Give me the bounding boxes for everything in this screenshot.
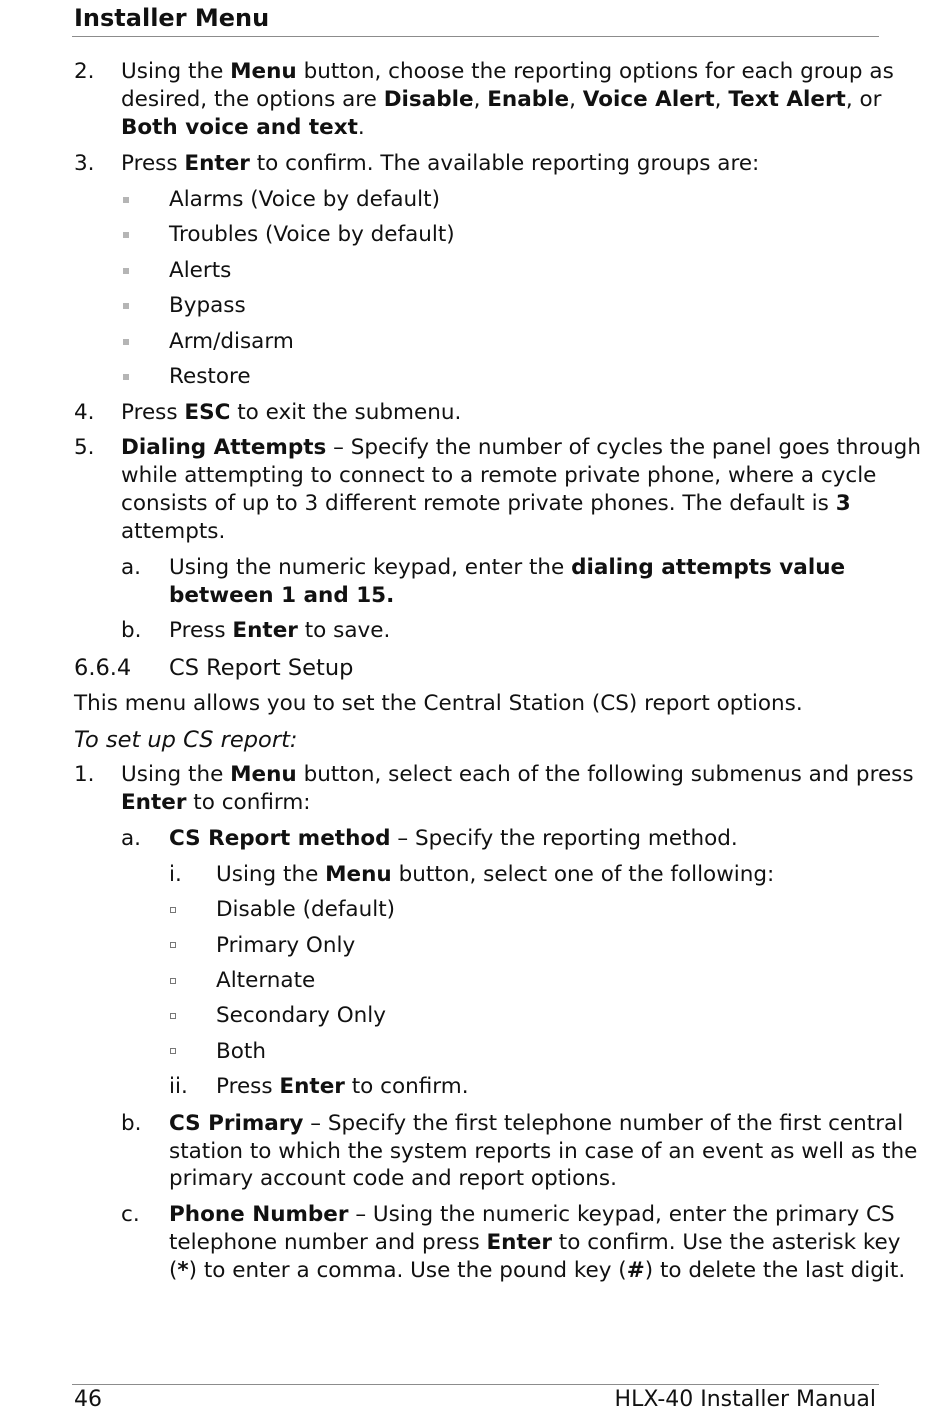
step-5a-letter: a. xyxy=(121,555,142,580)
header-divider xyxy=(72,36,879,37)
cs-a-text: CS Report method – Specify the reporting method. xyxy=(169,826,738,851)
step-2-line-2: desired, the options are Disable, Enable, Voice Alert, Text Alert, or xyxy=(121,87,882,112)
section-title: CS Report Setup xyxy=(169,655,354,681)
page-header-title: Installer Menu xyxy=(74,4,270,32)
step-5a-line-2: between 1 and 15. xyxy=(169,583,395,608)
report-method-option: Both xyxy=(216,1039,266,1064)
report-method-option: Secondary Only xyxy=(216,1003,386,1028)
step-2-line-1: Using the Menu button, choose the reporting options for each group as xyxy=(121,59,894,84)
square-bullet-icon xyxy=(123,268,129,274)
open-square-bullet-icon xyxy=(170,942,176,948)
procedure-title: To set up CS report: xyxy=(74,727,298,753)
open-square-bullet-icon xyxy=(170,978,176,984)
cs-c-line-2: telephone number and press Enter to confirm. Use the asterisk key xyxy=(169,1230,901,1255)
step-3-number: 3. xyxy=(74,151,95,176)
footer-divider xyxy=(72,1384,879,1385)
step-4-text: Press ESC to exit the submenu. xyxy=(121,400,462,425)
section-intro: This menu allows you to set the Central Station (CS) report options. xyxy=(74,691,803,716)
report-method-option: Alternate xyxy=(216,968,316,993)
step-4-number: 4. xyxy=(74,400,95,425)
cs-step-1-number: 1. xyxy=(74,762,95,787)
section-number: 6.6.4 xyxy=(74,655,132,681)
report-method-option: Disable (default) xyxy=(216,897,396,922)
step-3-text: Press Enter to confirm. The available reporting groups are: xyxy=(121,151,760,176)
square-bullet-icon xyxy=(123,232,129,238)
square-bullet-icon xyxy=(123,303,129,309)
cs-step-1-line-2: Enter to confirm: xyxy=(121,790,311,815)
cs-b-line-3: primary account code and report options. xyxy=(169,1166,617,1191)
reporting-group-item: Troubles (Voice by default) xyxy=(169,222,455,247)
cs-c-line-3: (*) to enter a comma. Use the pound key (#) to delete the last digit. xyxy=(169,1258,906,1283)
reporting-group-item: Alarms (Voice by default) xyxy=(169,187,440,212)
open-square-bullet-icon xyxy=(170,1013,176,1019)
cs-a-i-number: i. xyxy=(169,862,182,887)
report-method-option: Primary Only xyxy=(216,933,356,958)
cs-a-i-text: Using the Menu button, select one of the following: xyxy=(216,862,775,887)
square-bullet-icon xyxy=(123,374,129,380)
reporting-group-item: Arm/disarm xyxy=(169,329,294,354)
step-2-number: 2. xyxy=(74,59,95,84)
open-square-bullet-icon xyxy=(170,907,176,913)
step-2-line-3: Both voice and text. xyxy=(121,115,365,140)
step-5a-line-1: Using the numeric keypad, enter the dialing attempts value xyxy=(169,555,846,580)
step-5b-text: Press Enter to save. xyxy=(169,618,391,643)
cs-a-ii-number: ii. xyxy=(169,1074,188,1099)
cs-c-letter: c. xyxy=(121,1202,140,1227)
square-bullet-icon xyxy=(123,339,129,345)
cs-step-1-line-1: Using the Menu button, select each of the following submenus and press xyxy=(121,762,914,787)
cs-b-line-2: station to which the system reports in case of an event as well as the xyxy=(169,1139,918,1164)
cs-a-ii-text: Press Enter to confirm. xyxy=(216,1074,469,1099)
cs-a-letter: a. xyxy=(121,826,142,851)
step-5-number: 5. xyxy=(74,435,95,460)
step-5-line-1: Dialing Attempts – Specify the number of cycles the panel goes through xyxy=(121,435,921,460)
manual-title: HLX-40 Installer Manual xyxy=(614,1387,876,1412)
cs-b-line-1: CS Primary – Specify the first telephone number of the first central xyxy=(169,1111,904,1136)
reporting-group-item: Bypass xyxy=(169,293,246,318)
step-5-line-3: consists of up to 3 different remote private phones. The default is 3 xyxy=(121,491,851,516)
cs-b-letter: b. xyxy=(121,1111,142,1136)
cs-c-line-1: Phone Number – Using the numeric keypad, enter the primary CS xyxy=(169,1202,895,1227)
square-bullet-icon xyxy=(123,197,129,203)
reporting-group-item: Alerts xyxy=(169,258,232,283)
step-5b-letter: b. xyxy=(121,618,142,643)
open-square-bullet-icon xyxy=(170,1048,176,1054)
step-5-line-2: while attempting to connect to a remote private phone, where a cycle xyxy=(121,463,877,488)
step-5-line-4: attempts. xyxy=(121,519,226,544)
reporting-group-item: Restore xyxy=(169,364,251,389)
page-number: 46 xyxy=(74,1387,102,1412)
